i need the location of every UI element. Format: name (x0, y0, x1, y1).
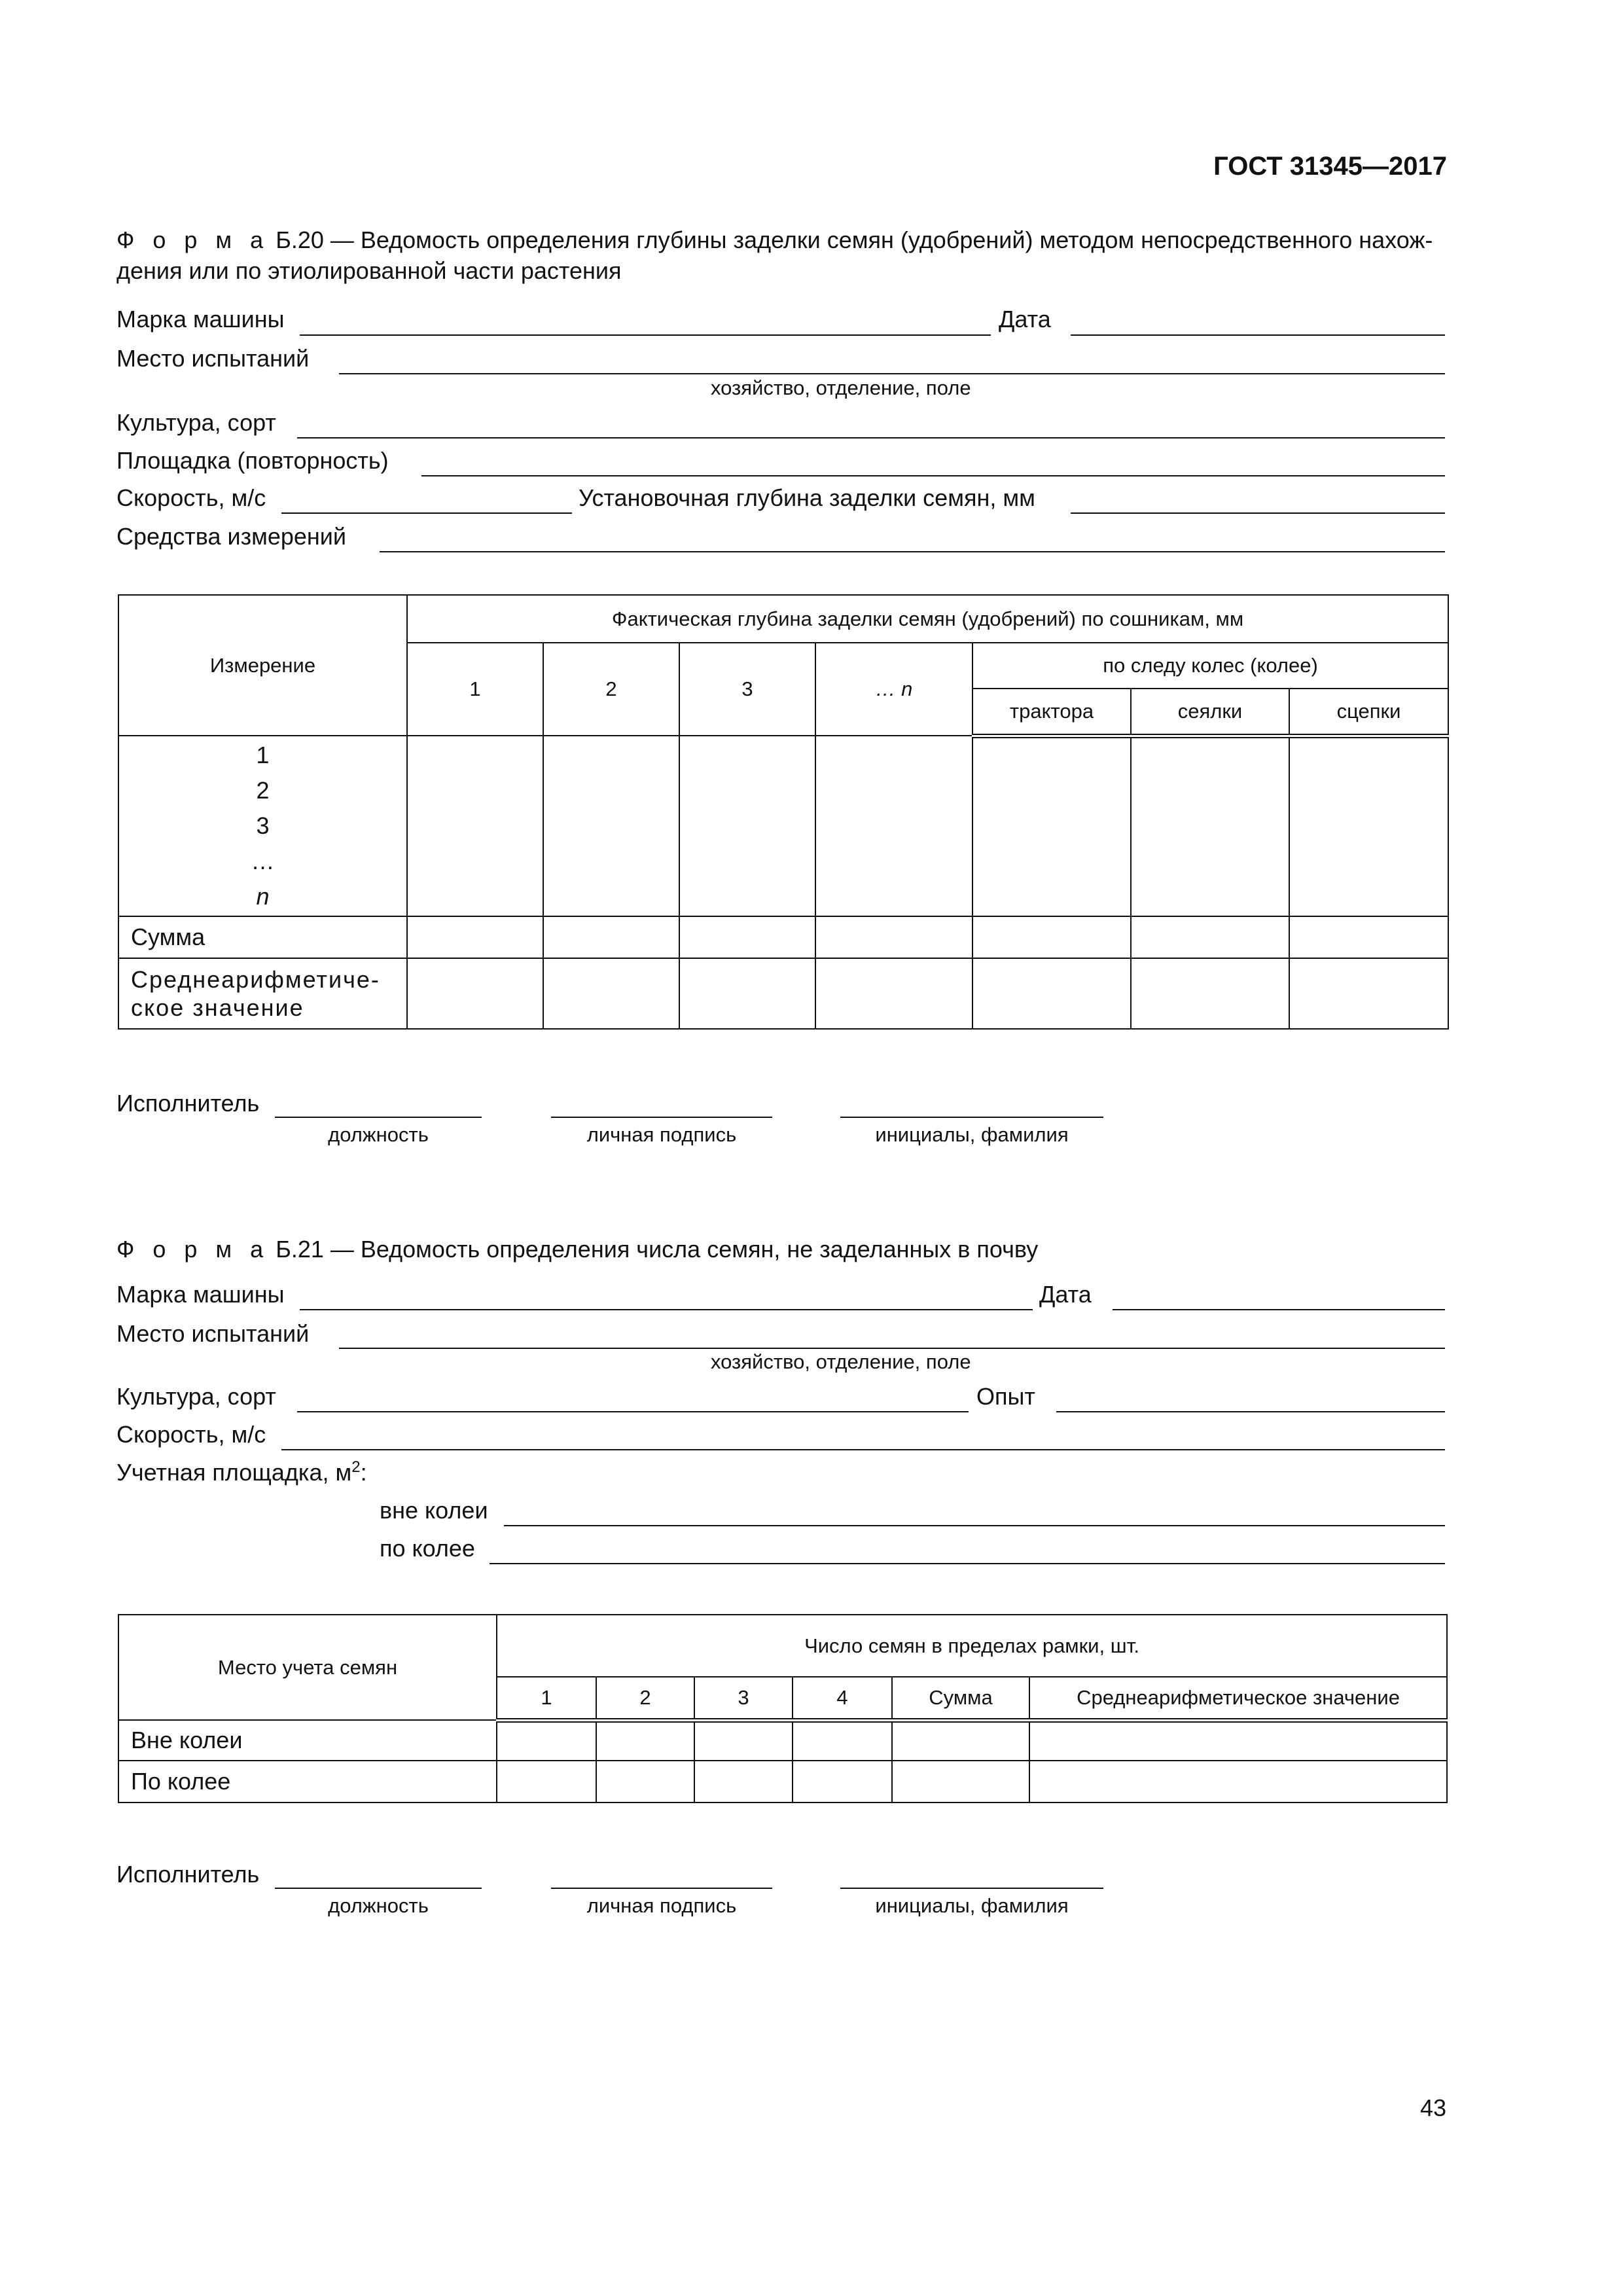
form20-place-label: Место испытаний (116, 345, 310, 372)
form20-signature-caption: личная подпись (586, 1123, 737, 1146)
row-number: n (256, 883, 270, 910)
form21-machine-field[interactable] (300, 1309, 1033, 1310)
col-header-3: 3 (679, 643, 815, 736)
form21-outside-track-label: вне колеи (380, 1497, 488, 1524)
table-cell[interactable] (892, 1761, 1029, 1803)
table-cell[interactable] (1131, 916, 1289, 958)
form20-instruments-label: Средства измерений (116, 523, 347, 550)
form20-position-caption: должность (328, 1123, 429, 1146)
form20-date-label: Дата (999, 306, 1051, 332)
table-cell[interactable] (543, 916, 679, 958)
form21-title-number: Б.21 (276, 1236, 324, 1263)
row-number: 1 (256, 742, 270, 768)
table-cell[interactable] (1029, 1720, 1447, 1761)
form20-speed-field[interactable] (281, 512, 572, 514)
table-cell[interactable] (815, 958, 972, 1029)
form21-machine-label: Марка машины (116, 1281, 285, 1308)
col-header-mean: Среднеарифметическое значение (1029, 1677, 1447, 1720)
form20-signature-field[interactable] (551, 1117, 772, 1118)
row-number: 3 (256, 812, 270, 839)
row-sum-label: Сумма (118, 916, 407, 958)
form21-title (116, 1234, 1445, 1265)
table-cell[interactable] (1289, 916, 1448, 958)
table-cell[interactable] (1289, 958, 1448, 1029)
form20-name-caption: инициалы, фамилия (875, 1123, 1069, 1146)
col-header-measure: Измерение (118, 595, 407, 736)
row-label-outside-track: Вне колеи (118, 1720, 497, 1761)
table-cell[interactable] (407, 916, 543, 958)
form21-speed-label: Скорость, м/с (116, 1421, 266, 1448)
form21-speed-field[interactable] (281, 1449, 1445, 1450)
form20-set-depth-field[interactable] (1071, 512, 1445, 514)
form21-name-field[interactable] (840, 1888, 1103, 1889)
form20-crop-label: Культура, сорт (116, 409, 276, 436)
form21-outside-track-field[interactable] (504, 1525, 1445, 1526)
form21-signature-field[interactable] (551, 1888, 772, 1889)
table-cell[interactable] (815, 736, 972, 916)
form21-crop-label: Культура, сорт (116, 1383, 276, 1410)
table-cell[interactable] (679, 736, 815, 916)
table-cell[interactable] (815, 916, 972, 958)
form21-name-caption: инициалы, фамилия (875, 1894, 1069, 1917)
table-cell[interactable] (596, 1720, 694, 1761)
col-header-3: 3 (694, 1677, 793, 1720)
row-mean-label-line2: ское значение (131, 994, 304, 1021)
table-cell[interactable] (679, 958, 815, 1029)
table-cell[interactable] (1131, 958, 1289, 1029)
col-header-sum: Сумма (892, 1677, 1029, 1720)
table-cell[interactable] (497, 1761, 596, 1803)
form20-title-line1: — Ведомость определения глубины заделки семян (удобрений) методом непосредственного нахож- (330, 226, 1433, 253)
form20-plot-field[interactable] (421, 475, 1445, 476)
col-header-hitch: сцепки (1289, 689, 1448, 736)
col-header-2: 2 (596, 1677, 694, 1720)
col-header-seeder: сеялки (1131, 689, 1289, 736)
standard-number: ГОСТ 31345—2017 (1213, 152, 1447, 181)
row-number: 2 (256, 777, 270, 804)
form20-date-field[interactable] (1071, 334, 1445, 336)
table-cell[interactable] (596, 1761, 694, 1803)
form21-area-label (116, 1460, 367, 1484)
col-header-4: 4 (793, 1677, 892, 1720)
form20-place-hint: хозяйство, отделение, поле (711, 376, 971, 399)
table-cell[interactable] (543, 958, 679, 1029)
form21-title-line1: — Ведомость определения числа семян, не заделанных в почву (330, 1236, 1039, 1263)
row-number: … (251, 848, 275, 874)
form21-position-field[interactable] (275, 1888, 482, 1889)
col-header-tractor: трактора (972, 689, 1131, 736)
table-cell[interactable] (694, 1761, 793, 1803)
form20-position-field[interactable] (275, 1117, 482, 1118)
form21-table (118, 1614, 1448, 1803)
form21-experiment-field[interactable] (1056, 1411, 1445, 1412)
table-cell[interactable] (407, 958, 543, 1029)
form20-title (116, 225, 1445, 287)
form21-area-text: Учетная площадка, м (116, 1459, 352, 1486)
col-header-place: Место учета семян (118, 1615, 497, 1720)
form20-plot-label: Площадка (повторность) (116, 447, 389, 474)
col-header-1: 1 (497, 1677, 596, 1720)
row-numbers-cell (118, 736, 407, 916)
table-cell[interactable] (1289, 736, 1448, 916)
form21-area-sup: 2 (351, 1458, 361, 1476)
form21-date-label: Дата (1039, 1281, 1092, 1308)
table-cell[interactable] (1131, 736, 1289, 916)
form21-crop-field[interactable] (297, 1411, 969, 1412)
form20-place-field[interactable] (339, 373, 1445, 374)
form21-experiment-label: Опыт (976, 1383, 1035, 1410)
form20-name-field[interactable] (840, 1117, 1103, 1118)
form21-date-field[interactable] (1113, 1309, 1445, 1310)
form20-machine-field[interactable] (300, 334, 991, 336)
form21-executor-label: Исполнитель (116, 1861, 260, 1888)
table-cell[interactable] (793, 1761, 892, 1803)
table-cell[interactable] (407, 736, 543, 916)
form20-title-line2: дения или по этиолированной части растения (116, 257, 622, 284)
row-label-on-track: По колее (118, 1761, 497, 1803)
form21-position-caption: должность (328, 1894, 429, 1917)
row-mean-label (118, 958, 407, 1029)
form20-title-number: Б.20 (276, 226, 324, 253)
form21-signature-caption: личная подпись (586, 1894, 737, 1917)
form20-instruments-field[interactable] (380, 551, 1445, 552)
form21-title-prefix: Ф о р м а (116, 1236, 270, 1263)
table-cell[interactable] (679, 916, 815, 958)
table-cell[interactable] (543, 736, 679, 916)
form20-crop-field[interactable] (297, 437, 1445, 439)
col-header-2: 2 (543, 643, 679, 736)
group-header-wheel-track: по следу колес (колее) (972, 643, 1448, 689)
row-mean-label-line1: Среднеарифметиче- (131, 965, 380, 993)
table-cell[interactable] (1029, 1761, 1447, 1803)
table-cell[interactable] (793, 1720, 892, 1761)
table-cell[interactable] (694, 1720, 793, 1761)
form20-speed-label: Скорость, м/с (116, 484, 266, 511)
table-cell[interactable] (972, 958, 1131, 1029)
form20-set-depth-label: Установочная глубина заделки семян, мм (579, 484, 1035, 511)
table-cell[interactable] (497, 1720, 596, 1761)
group-header-seed-count: Число семян в пределах рамки, шт. (497, 1615, 1447, 1677)
form20-table (118, 594, 1449, 1030)
form20-machine-label: Марка машины (116, 306, 285, 332)
page-number: 43 (1419, 2094, 1446, 2121)
form20-title-prefix: Ф о р м а (116, 226, 270, 253)
table-cell[interactable] (972, 916, 1131, 958)
col-header-1: 1 (407, 643, 543, 736)
group-header-depth: Фактическая глубина заделки семян (удобрений) по сошникам, мм (407, 595, 1448, 643)
form20-executor-label: Исполнитель (116, 1090, 260, 1117)
form21-area-colon: : (360, 1459, 367, 1486)
form21-place-label: Место испытаний (116, 1320, 310, 1347)
form21-on-track-label: по колее (380, 1535, 475, 1562)
form21-place-field[interactable] (339, 1348, 1445, 1349)
table-cell[interactable] (892, 1720, 1029, 1761)
form21-on-track-field[interactable] (490, 1563, 1445, 1564)
table-cell[interactable] (972, 736, 1131, 916)
col-header-n: … n (815, 643, 972, 736)
form21-place-hint: хозяйство, отделение, поле (711, 1350, 971, 1373)
